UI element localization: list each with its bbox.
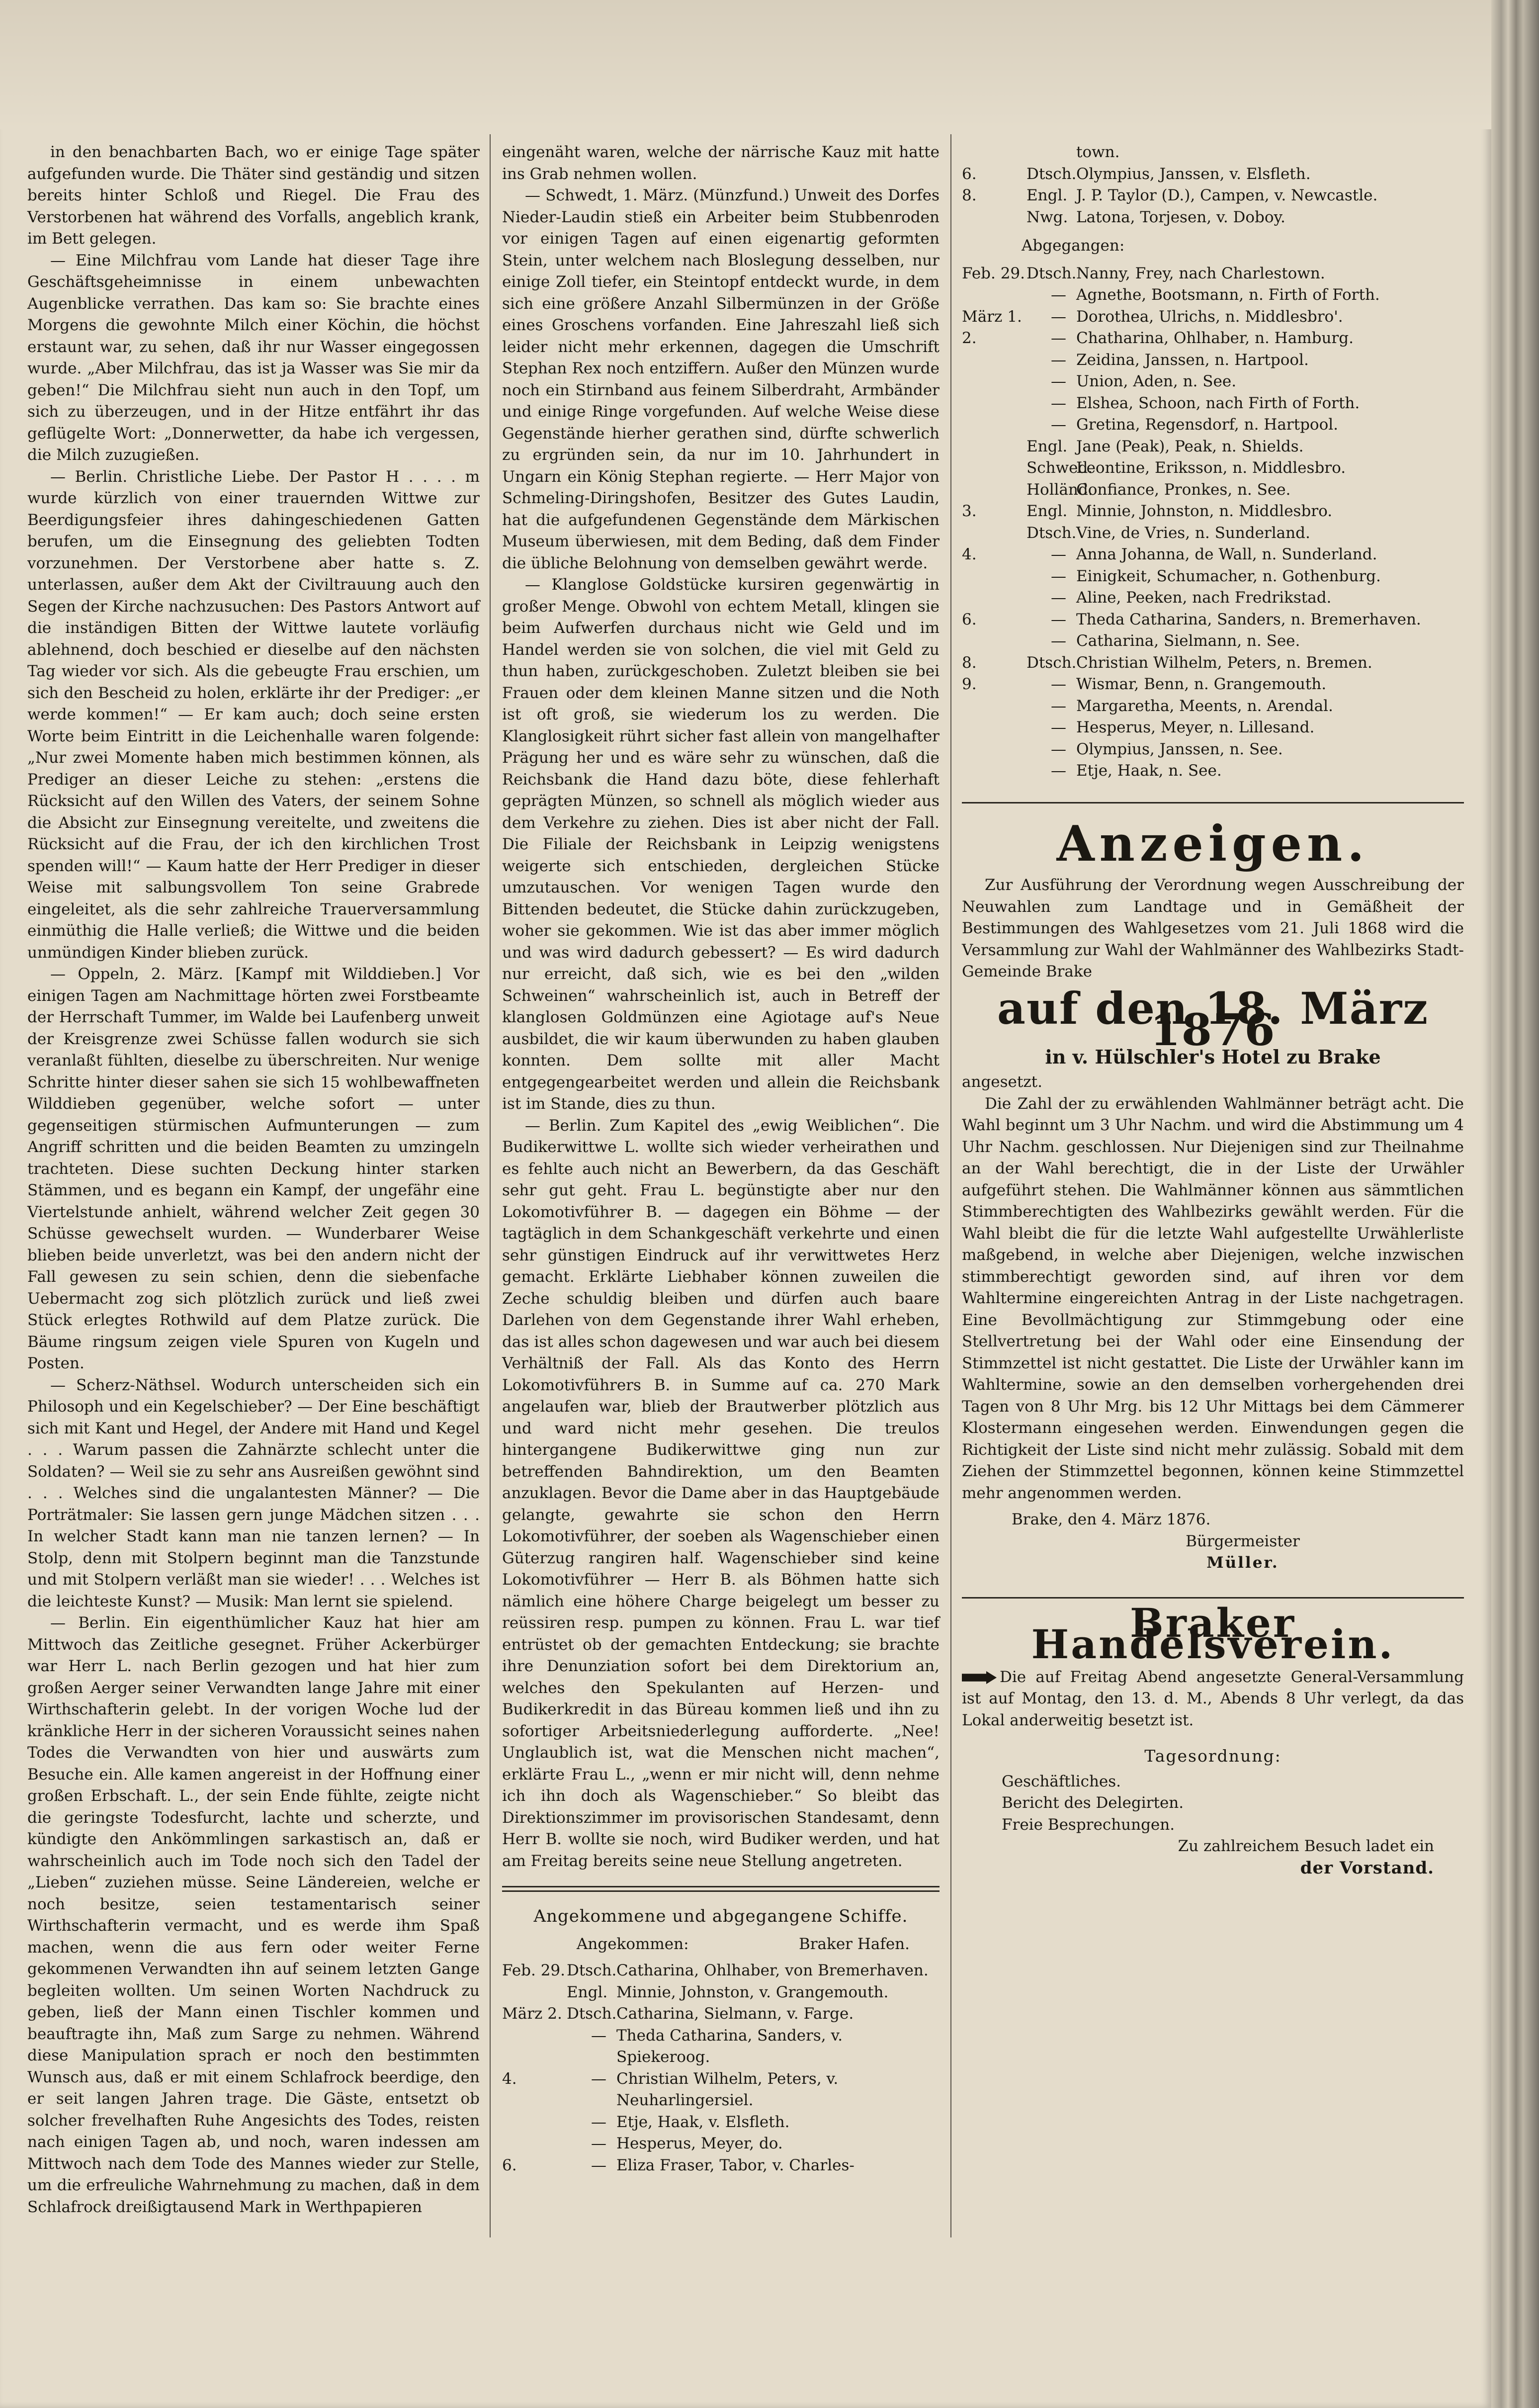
- ship-flag: Dtsch.: [567, 2005, 617, 2023]
- ship-date: 2.: [962, 329, 977, 347]
- ship-flag: —: [1051, 589, 1066, 607]
- ship-entry: [502, 2155, 940, 2177]
- ship-entry: [502, 2112, 940, 2134]
- departed-label: Abgegangen:: [1022, 237, 1125, 255]
- ship-flag: —: [1051, 329, 1066, 347]
- ship-details: Jane (Peak), Peak, n. Shields.: [1076, 437, 1304, 455]
- column-1: [27, 142, 480, 2218]
- ship-entry: [962, 544, 1464, 566]
- ship-flag: —: [591, 2156, 606, 2174]
- ship-flag: —: [1051, 351, 1066, 369]
- ship-flag: —: [1051, 394, 1066, 412]
- handelsverein-text: Die auf Freitag Abend angesetzte General-Versammlung ist auf Montag, den 13. d. M., Abends 8 Uhr verlegt, da das Lokal anderweitig besetzt ist.: [962, 1668, 1464, 1729]
- ship-entry: [962, 696, 1464, 717]
- ships-section-title: Angekommene und abgegangene Schiffe.: [533, 1906, 908, 1926]
- ship-details: Anna Johanna, de Wall, n. Sunderland.: [1076, 545, 1377, 563]
- article-paragraph: in den benachbarten Bach, wo er einige Tage später aufgefunden wurde. Die Thäter sind geständig und sitzen bereits hinter Schloß und Riegel. Die Frau des Verstorbenen hat während des Vorfalls, angeblich krank, im Bett gelegen.: [27, 143, 480, 248]
- ship-details: Olympius, Janssen, v. Elsfleth.: [1076, 165, 1311, 183]
- agenda-item: Geschäftliches.: [1002, 1772, 1121, 1790]
- page-top-margin: [0, 0, 1491, 129]
- ship-date: [962, 587, 1026, 609]
- ship-date: 6.: [962, 610, 977, 628]
- ship-details: Latona, Torjesen, v. Doboy.: [1076, 208, 1285, 226]
- ship-flag: —: [1051, 307, 1066, 326]
- ship-flag: —: [1051, 675, 1066, 693]
- ship-flag: Engl.: [1026, 502, 1068, 520]
- ship-date: [502, 1982, 567, 2004]
- ship-flag: Dtsch.: [567, 1962, 617, 1979]
- ship-entry: [962, 479, 1464, 501]
- ship-flag: Dtsch.: [1026, 165, 1077, 183]
- port-label: Braker Hafen.: [798, 1935, 910, 1953]
- ship-entry: [962, 630, 1464, 652]
- anzeigen-heading: Anzeigen.: [1056, 815, 1369, 873]
- article-paragraph: eingenäht waren, welche der närrische Kauz mit hatte ins Grab nehmen wollen.: [502, 143, 940, 183]
- ship-entry: [962, 501, 1464, 523]
- ship-date: [962, 630, 1026, 652]
- ship-details: Chatharina, Ohlhaber, n. Hamburg.: [1076, 329, 1354, 347]
- ship-flag: —: [591, 2135, 606, 2152]
- ship-date: 6.: [962, 165, 977, 183]
- ship-details: Theda Catharina, Sanders, v. Spiekeroog.: [616, 2026, 843, 2066]
- ship-date: 8.: [962, 186, 977, 204]
- ship-date: 9.: [962, 675, 977, 693]
- ship-entry: [962, 306, 1464, 328]
- ship-entry: [962, 652, 1464, 674]
- agenda-item: Freie Besprechungen.: [1002, 1815, 1175, 1834]
- ship-details: Margaretha, Meents, n. Arendal.: [1076, 697, 1333, 715]
- ship-entry: [962, 436, 1464, 458]
- ship-flag: [1026, 142, 1076, 164]
- ship-details: Etje, Haak, n. See.: [1076, 762, 1222, 780]
- notice-intro: Zur Ausführung der Verordnung wegen Ausschreibung der Neuwahlen zum Landtage und in Gemäßheit der Bestimmungen des Wahlgesetzes vom 21. Juli 1868 wird die Versammlung zur Wahl der Wahlmänner des Wahlbezirks Stadt-Gemeinde Brake: [962, 876, 1464, 981]
- ship-date: 4.: [502, 2069, 517, 2088]
- ship-date: [962, 760, 1026, 782]
- ship-entry: [502, 2003, 940, 2025]
- column-divider: [490, 134, 491, 2237]
- ship-date: [962, 436, 1026, 458]
- article-paragraph: — Berlin. Christliche Liebe. Der Pastor H . . . . m wurde kürzlich von einer trauernden Wittwe zur Beerdigungsfeier ihres dahingeschiedenen Gatten berufen, um die Einsegnung des geliebten Todten vorzunehmen. Der Verstorbene aber hatte s. Z. unterlassen, außer dem Akt der Civiltrauung auch den Segen der Kirche nachzusuchen: Des Pastors Antwort auf die inständigen Bitten der Wittwe lautete vorläufig ablehnend, doch beschied er dieselbe auf den nächsten Tag wieder vor sich. Als die gebeugte Frau erschien, um sich den Bescheid zu holen, erklärte ihr der Prediger: „er werde kommen!“ — Er kam auch; doch seine ersten Worte beim Eintritt in die Leichenhalle waren folgende: „Nur zwei Momente haben mich bestimmen können, als Prediger an dieser Leiche zu stehen: „erstens die Rücksicht auf den Willen des Vaters, der seinem Sohne die Absicht zur Einsegnung vereitelte, und zweitens die Rücksicht auf die Frau, der ich den kirchlichen Trost spenden will!“ — Kaum hatte der Herr Prediger in dieser Weise mit salbungsvollem Ton seine Grabrede eingeleitet, als die sehr zahlreiche Trauerversammlung einmüthig die Halle verließ; die Wittwe und die beiden unmündigen Kinder blieben zurück.: [27, 467, 480, 962]
- ship-entry: [962, 587, 1464, 609]
- ship-date: [962, 566, 1026, 588]
- column-3: [962, 142, 1464, 1879]
- notice-sign-role: Bürgermeister: [1186, 1532, 1300, 1550]
- article-paragraph: — Oppeln, 2. März. [Kampf mit Wilddieben.] Vor einigen Tagen am Nachmittage hörten zwei Forstbeamte der Herrschaft Tummer, im Walde bei Laufenberg unweit der Kreisgrenze zwei Schüsse fallen wodurch sie sich veranlaßt fühlten, dieselbe zu überschreiten. Nur wenige Schritte hinter dieser sahen sie sich 15 wohlbewaffneten Wilddieben gegenüber, welche sofort — unter gegenseitigen stürmischen Aufmunterungen — zum Angriff schritten und die beiden Beamten zu umzingeln trachteten. Diese suchten Deckung hinter starken Stämmen, und es begann ein Kampf, der ungefähr eine Viertelstunde anhielt, während welcher Zeit gegen 30 Schüsse gewechselt wurden. — Wunderbarer Weise blieben beide unverletzt, was bei den andern nicht der Fall gewesen zu sein schien, denn die siebenfache Uebermacht zog sich plötzlich zurück und ließ zwei Stück erlegtes Rothwild auf dem Platze zurück. Die Bäume ringsum zeigen viele Spuren von Kugeln und Posten.: [27, 965, 480, 1372]
- ship-details: Einigkeit, Schumacher, n. Gothenburg.: [1076, 567, 1381, 585]
- ship-details: Aline, Peeken, nach Fredrikstad.: [1076, 589, 1332, 607]
- ship-details: Eliza Fraser, Tabor, v. Charles-: [616, 2156, 855, 2174]
- ship-date: März 1.: [962, 307, 1022, 326]
- section-divider: [502, 1886, 940, 1892]
- ship-details: Christian Wilhelm, Peters, n. Bremen.: [1076, 653, 1372, 672]
- ship-entry: [962, 523, 1464, 544]
- ship-entry: [502, 1960, 940, 1982]
- article-paragraph: — Klanglose Goldstücke kursiren gegenwärtig in großer Menge. Obwohl von echtem Metall, klingen sie beim Aufwerfen durchaus nicht wie Geld und im Handel werden sie von solchen, die viel mit Geld zu thun haben, zurückgeschoben. Zuletzt bleiben sie bei Frauen oder dem kleinen Manne sitzen und die Noth ist oft groß, sie wiederum los zu werden. Die Klanglosigkeit rührt sicher fast allein von mangelhafter Prägung her und es wäre sehr zu wünschen, daß die Reichsbank die Hand dazu böte, diese fehlerhaft geprägten Münzen, so schnell als möglich wieder aus dem Verkehre zu ziehen. Dies ist aber nicht der Fall. Die Filiale der Reichsbank in Leipzig wenigstens weigerte sich entschieden, dergleichen Stücke umzutauschen. Vor wenigen Tagen wurde den Bittenden bedeutet, die Stücke dahin zurückzugeben, woher sie gekommen. Wie ist das aber immer möglich und was wird dadurch gebessert? — Es wird dadurch nur erreicht, daß sich, wie es bei den „wilden Schweinen“ wahrscheinlich ist, auch in Betreff der klanglosen Goldmünzen eine Agiotage auf's Neue ausbildet, die wir kaum überwunden zu haben glauben konnten. Dem sollte mit aller Macht entgegengearbeitet werden und allein die Reichsbank ist im Stande, dies zu thun.: [502, 576, 940, 1113]
- ship-flag: Holländ.: [1026, 480, 1093, 499]
- ship-date: [962, 739, 1026, 761]
- arrived-ships-list: [502, 1960, 940, 2176]
- ship-entry: [962, 760, 1464, 782]
- ship-date: 3.: [962, 502, 977, 520]
- ship-date: [962, 457, 1026, 479]
- ship-details: Etje, Haak, v. Elsfleth.: [616, 2113, 790, 2131]
- ship-entry: [962, 207, 1464, 229]
- ship-details: Wismar, Benn, n. Grangemouth.: [1076, 675, 1327, 693]
- column-2: [502, 142, 940, 2176]
- ship-date: [962, 717, 1026, 739]
- ship-date: [962, 523, 1026, 544]
- notice-sign-name: Müller.: [1206, 1554, 1279, 1572]
- ship-details: Hesperus, Meyer, n. Lillesand.: [1076, 718, 1315, 736]
- ship-entry: [962, 566, 1464, 588]
- ship-date: [962, 207, 1026, 229]
- ship-details: Olympius, Janssen, n. See.: [1076, 740, 1283, 758]
- ship-details: Confiance, Pronkes, n. See.: [1076, 480, 1291, 499]
- ship-date: [962, 393, 1026, 415]
- ship-flag: —: [1051, 697, 1066, 715]
- ship-date: [962, 142, 1026, 164]
- ship-entry: [962, 142, 1464, 164]
- ship-details: Dorothea, Ulrichs, n. Middlesbro'.: [1076, 307, 1343, 326]
- ship-flag: Nwg.: [1026, 208, 1068, 226]
- ship-date: [962, 371, 1026, 393]
- ship-entry: [962, 717, 1464, 739]
- ship-flag: —: [1051, 632, 1066, 650]
- handelsverein-body: [962, 1667, 1464, 1732]
- ship-details: Vine, de Vries, n. Sunderland.: [1076, 524, 1310, 542]
- ship-details: Zeidina, Janssen, n. Hartpool.: [1076, 351, 1309, 369]
- ship-details: Christian Wilhelm, Peters, v. Neuharlingersiel.: [616, 2069, 839, 2109]
- pointing-hand-icon: [962, 1671, 997, 1684]
- ship-date: März 2.: [502, 2005, 562, 2023]
- ship-flag: —: [1051, 567, 1066, 585]
- ship-flag: —: [591, 2069, 606, 2088]
- ship-entry: [962, 739, 1464, 761]
- departed-ships-list: [962, 263, 1464, 782]
- ship-entry: [962, 263, 1464, 285]
- handelsverein-heading: Braker Handelsverein.: [1031, 1599, 1395, 1668]
- agenda-title: Tagesordnung:: [1144, 1746, 1282, 1766]
- section-divider: [962, 1597, 1464, 1599]
- ship-date: [962, 284, 1026, 306]
- notice-sign-date: Brake, den 4. März 1876.: [1012, 1511, 1211, 1528]
- notice-date: auf den 18. März 1876: [997, 982, 1429, 1056]
- article-paragraph: — Berlin. Ein eigenthümlicher Kauz hat hier am Mittwoch das Zeitliche gesegnet. Früher Ackerbürger war Herr L. nach Berlin gezogen und hat hier zum großen Aerger seiner Verwandten lange Jahre mit einer Wirthschafterin gelebt. In der vorigen Woche lud der kränkliche Herr in der sicheren Voraussicht seines nahen Todes die Verwandten von hier und auswärts zum Besuche ein. Alle kamen angereist in der Hoffnung einer großen Erbschaft. L., der sein Ende fühlte, zeigte nicht die geringste Todesfurcht, lachte und scherzte, und kündigte den Ankömmlingen sarkastisch an, daß er wahrscheinlich auch im Tode noch sich den Tadel der „Lieben“ zuziehen müsse. Seine Ländereien, welche er noch besitze, seien testamentarisch seiner Wirthschafterin vermacht, und es werde ihm Spaß machen, wenn die aus fern oder weiter Ferne gekommenen Verwandten ihn auf seinem letzten Gange begleiten wollten. Um seinen Worten Nachdruck zu geben, ließ der Mann einen Tischler kommen und beauftragte ihn, Maß zum Sarge zu nehmen. Während diese Manipulation sprach er noch den bestimmten Wunsch aus, daß er mit einem Schlafrock beerdige, den er seit langen Jahren trage. Die Gäste, entsetzt ob solcher frevelhaften Ruhe Angesichts des Todes, reisten nach einigen Tagen ab, und noch, waren indessen am Mittwoch nach dem Tode des Mannes wieder zur Stelle, um die erfreuliche Wahrnehmung zu machen, daß in dem Schlafrock dreißigtausend Mark in Werthpapieren: [27, 1614, 480, 2216]
- ship-details: Agnethe, Bootsmann, n. Firth of Forth.: [1076, 286, 1380, 304]
- ship-date: [962, 414, 1026, 436]
- ship-flag: —: [1051, 416, 1066, 434]
- ship-entry: [962, 185, 1464, 207]
- ship-entry: [502, 2025, 940, 2068]
- notice-hotel: in v. Hülschler's Hotel zu Brake: [1045, 1045, 1381, 1068]
- ship-entry: [962, 371, 1464, 393]
- ship-date: Feb. 29.: [502, 1962, 566, 1979]
- ship-date: [502, 2025, 567, 2068]
- ship-entry: [502, 2133, 940, 2155]
- arrived-ships-continued: [962, 142, 1464, 228]
- ship-flag: —: [1051, 740, 1066, 758]
- ship-flag: Schwed.: [1026, 459, 1093, 477]
- arrived-label: Angekommen:: [577, 1935, 689, 1953]
- ship-details: Catharina, Ohlhaber, von Bremerhaven.: [616, 1962, 929, 1979]
- ship-flag: —: [591, 2113, 606, 2131]
- article-paragraph: — Schwedt, 1. März. (Münzfund.) Unweit des Dorfes Nieder-Laudin stieß ein Arbeiter beim Stubbenroden vor einigen Tagen auf einen eigenartig geformten Stein, unter welchem nach Bloslegung desselben, nur einige Zoll tiefer, ein Steintopf entdeckt wurde, in dem sich eine größere Anzahl Silbermünzen in der Größe eines Groschens vorfanden. Eine Jahreszahl ließ sich leider nicht mehr erkennen, dagegen die Umschrift Stephan Rex noch entziffern. Außer den Münzen wurde noch ein Stirnband aus feinem Silberdraht, Armbänder und einige Ringe vorgefunden. Auf welche Weise diese Gegenstände hierher gerathen sind, dürfte schwerlich zu ergründen sein, da nur im 10. Jahrhundert in Ungarn ein König Stephan regierte. — Herr Major von Schmeling-Diringshofen, Besitzer des Gutes Laudin, hat die aufgefundenen Gegenstände dem Märkischen Museum überwiesen, mit dem Beding, daß dem Finder die übliche Belohnung von demselben gewährt werde.: [502, 186, 940, 572]
- page-stack-edge: [1491, 0, 1539, 2408]
- ship-entry: [962, 328, 1464, 350]
- ship-flag: Engl.: [1026, 437, 1068, 455]
- ship-flag: —: [591, 2026, 606, 2045]
- ship-details: Catharina, Sielmann, n. See.: [1076, 632, 1300, 650]
- ship-details: Leontine, Eriksson, n. Middlesbro.: [1076, 459, 1346, 477]
- ship-entry: [502, 1982, 940, 2004]
- ship-date: [962, 479, 1026, 501]
- ship-details: Union, Aden, n. See.: [1076, 372, 1237, 390]
- ship-date: [962, 350, 1026, 371]
- ship-flag: Dtsch.: [1026, 264, 1077, 282]
- ship-date: 6.: [502, 2156, 517, 2174]
- closing-signature: der Vorstand.: [1300, 1858, 1434, 1878]
- ship-date: 8.: [962, 653, 977, 672]
- ship-details: town.: [1076, 143, 1120, 161]
- notice-body: Die Zahl der zu erwählenden Wahlmänner beträgt acht. Die Wahl beginnt um 3 Uhr Nachm. und wird die Abstimmung um 4 Uhr Nachm. geschlossen. Nur Diejenigen sind zur Theilnahme an der Wahl berechtigt, die in der Liste der Urwähler aufgeführt stehen. Die Wahlmänner können aus sämmtlichen Stimmberechtigten des Wahlbezirks gewählt werden. Für die Wahl bleibt die für die letzte Wahl aufgestellte Urwählerliste maßgebend, in welche aber Diejenigen, welche inzwischen stimmberechtigt geworden sind, auf ihren vor dem Wahltermine eingereichten Antrag in der Liste nachgetragen. Eine Bevollmächtigung zur Stimmgebung oder eine Stellvertretung bei der Wahl oder eine Einsendung der Stimmzettel ist nicht gestattet. Die Liste der Urwähler kann im Wahltermine, sowie an den demselben vorhergehenden drei Tagen von 8 Uhr Mrg. bis 12 Uhr Mittags bei dem Cämmerer Klostermann eingesehen werden. Einwendungen gegen die Richtigkeit der Liste sind nicht mehr zulässig. Sobald mit dem Ziehen der Stimmzettel begonnen, können keine Stimmzettel mehr angenommen werden.: [962, 1094, 1464, 1502]
- closing-invitation: Zu zahlreichem Besuch ladet ein: [1178, 1837, 1434, 1855]
- notice-angesetzt: angesetzt.: [962, 1073, 1042, 1091]
- ship-details: Catharina, Sielmann, v. Farge.: [616, 2005, 854, 2023]
- ship-entry: [962, 393, 1464, 415]
- ship-flag: Dtsch.: [1026, 524, 1077, 542]
- ship-date: [502, 2133, 567, 2155]
- ship-entry: [962, 609, 1464, 631]
- ship-entry: [962, 414, 1464, 436]
- ship-flag: Engl.: [567, 1983, 608, 2001]
- ship-date: [962, 696, 1026, 717]
- ship-entry: [962, 284, 1464, 306]
- ship-date: [502, 2112, 567, 2134]
- ship-entry: [962, 674, 1464, 696]
- ship-details: Elshea, Schoon, nach Firth of Forth.: [1076, 394, 1360, 412]
- ship-flag: —: [1051, 610, 1066, 628]
- ship-entry: [962, 457, 1464, 479]
- ship-date: Feb. 29.: [962, 264, 1026, 282]
- section-divider: [962, 802, 1464, 803]
- agenda-item: Bericht des Delegirten.: [1002, 1794, 1184, 1812]
- ship-entry: [962, 164, 1464, 185]
- ship-details: Hesperus, Meyer, do.: [616, 2135, 783, 2152]
- ship-details: Theda Catharina, Sanders, n. Bremerhaven.: [1076, 610, 1421, 628]
- article-paragraph: — Scherz-Näthsel. Wodurch unterscheiden sich ein Philosoph und ein Kegelschieber? — Der Eine beschäftigt sich mit Kant und Hegel, der Andere mit Hand und Kegel . . . Warum passen die Zahnärzte schlecht unter die Soldaten? — Weil sie zu sehr ans Ausreißen gewöhnt sind . . . Welches sind die ungalantesten Männer? — Die Porträtmaler: Sie lassen gern junge Mädchen sitzen . . . In welcher Stadt kann man nie tanzen lernen? — In Stolp, denn mit Stolpern beginnt man die Tanzstunde und mit Stolpern verläßt man sie wieder! . . . Welches ist die leichteste Kunst? — Musik: Man lernt sie spielend.: [27, 1376, 480, 1610]
- ship-details: Gretina, Regensdorf, n. Hartpool.: [1076, 416, 1339, 434]
- ship-entry: [502, 2068, 940, 2112]
- ship-flag: —: [1051, 286, 1066, 304]
- ship-details: Nanny, Frey, nach Charlestown.: [1076, 264, 1325, 282]
- ship-flag: Dtsch.: [1026, 653, 1077, 672]
- ship-date: 4.: [962, 545, 977, 563]
- ship-details: Minnie, Johnston, n. Middlesbro.: [1076, 502, 1333, 520]
- ship-flag: —: [1051, 545, 1066, 563]
- column-divider: [950, 134, 951, 2237]
- ship-details: Minnie, Johnston, v. Grangemouth.: [616, 1983, 889, 2001]
- ship-details: J. P. Taylor (D.), Campen, v. Newcastle.: [1076, 186, 1378, 204]
- ship-flag: Engl.: [1026, 186, 1068, 204]
- ship-entry: [962, 350, 1464, 371]
- ship-flag: —: [1051, 372, 1066, 390]
- ships-header: [502, 1934, 940, 1956]
- article-paragraph: — Berlin. Zum Kapitel des „ewig Weiblichen“. Die Budikerwittwe L. wollte sich wieder verheirathen und es fehlte auch nicht an Bewerbern, da das Geschäft sehr gut geht. Frau L. begünstigte aber nur den Lokomotivführer B. — dagegen ein Böhme — der tagtäglich in dem Schankgeschäft verkehrte und einen sehr günstigen Eindruck auf ihr verwittwetes Herz gemacht. Erklärte Liebhaber können zuweilen die Zeche schuldig bleiben und dürfen auch baare Darlehen von dem Gegenstande ihrer Wahl erheben, das ist alles schon dagewesen und war auch bei diesem Verhältniß der Fall. Als das Konto des Herrn Lokomotivführers B. in Summe auf ca. 270 Mark angelaufen war, blieb der Brautwerber plötzlich aus und ward nicht mehr gesehen. Die treulos hintergangene Budikerwittwe ging nun zur betreffenden Bahndirektion, um den Beamten anzuklagen. Bevor die Dame aber in das Hauptgebäude gelangte, gewahrte sie schon den Herrn Lokomotivführer, der soeben als Wagenschieber einen Güterzug rangiren half. Wagenschieber sind keine Lokomotivführer — Herr B. als Böhmen hatte sich nämlich eine höhere Charge beigelegt um besser zu reüssiren resp. pumpen zu können. Frau L. war tief entrüstet ob der gemachten Entdeckung; sie brachte ihre Denunziation sofort bei dem Direktorium an, welches den Spekulanten auf Herzen- und Budikerkredit in das Büreau kommen ließ und ihn zu sofortiger Arbeitsniederlegung aufforderte. „Nee! Unglaublich ist, wat die Menschen nicht machen“, erklärte Frau L., „wenn er mir nicht will, denn nehme ich ihn doch als Wagenschieber.“ So bleibt das Direktionszimmer im provisorischen Standesamt, denn Herr B. wollte sie noch, wird Budiker werden, und hat am Freitag bereits seine neue Stellung angetreten.: [502, 1116, 940, 1870]
- ship-flag: —: [1051, 762, 1066, 780]
- article-paragraph: — Eine Milchfrau vom Lande hat dieser Tage ihre Geschäftsgeheimnisse in einem unbewachten Augenblicke verrathen. Das kam so: Sie brachte eines Morgens die gewohnte Milch einer Köchin, die höchst erstaunt war, zu sehen, daß ihr nur Wasser eingegossen wurde. „Aber Milchfrau, das ist ja Wasser was Sie mir da geben!“ Die Milchfrau sieht nun auch in den Topf, um sich zu überzeugen, und in der Hitze entfährt ihr das geflügelte Wort: „Donnerwetter, da habe ich vergessen, die Milch zuzugießen.: [27, 251, 480, 464]
- ship-flag: —: [1051, 718, 1066, 736]
